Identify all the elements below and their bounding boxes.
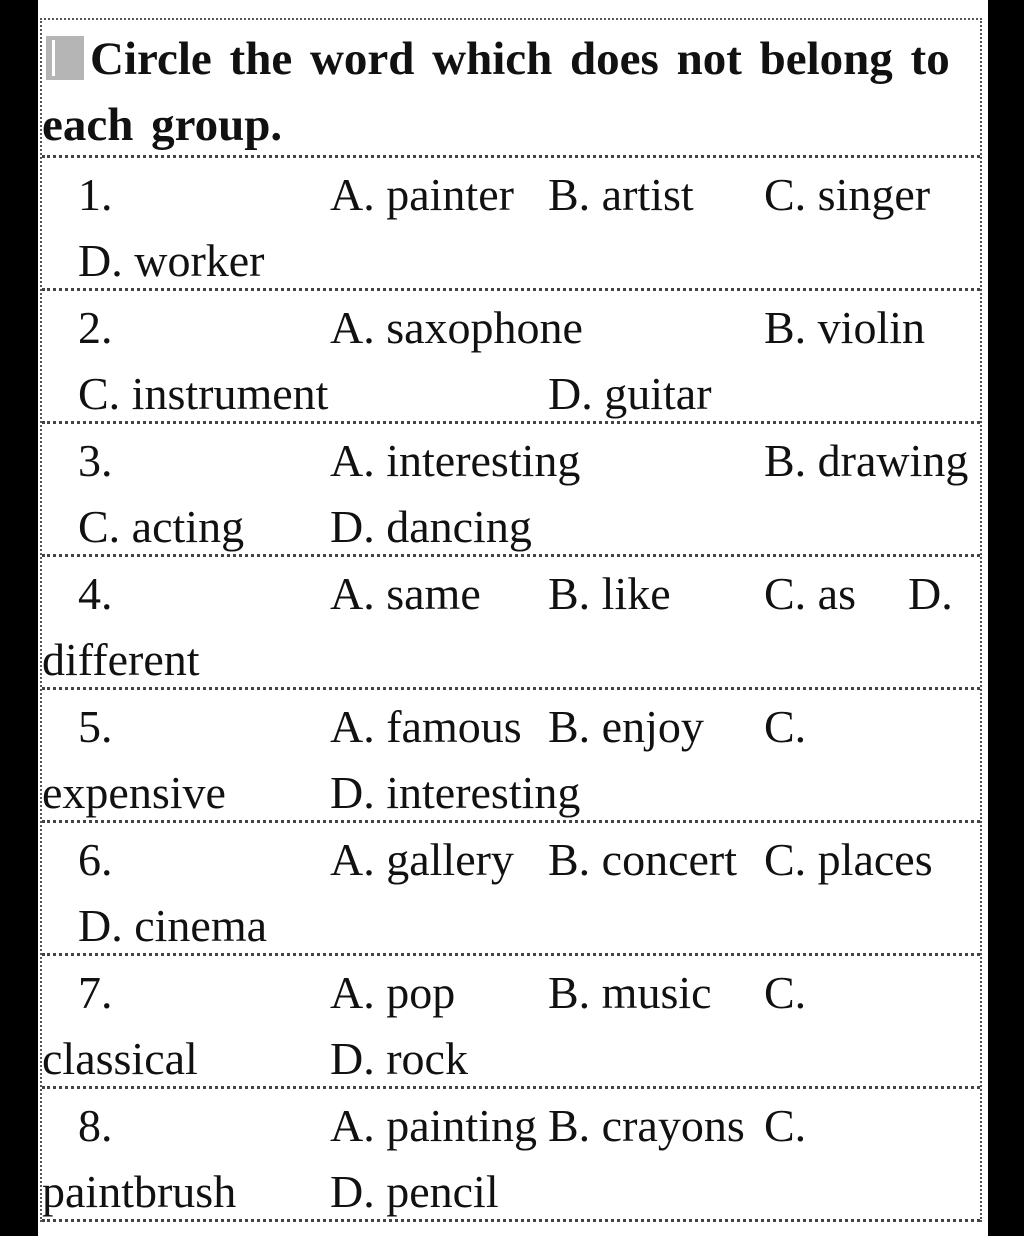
option-d: D. guitar [548, 368, 712, 419]
option-d: D. worker [78, 235, 265, 286]
option-b: B. like [548, 568, 671, 619]
instruction-line-2: each group. [42, 99, 283, 151]
option-c-word: classical [42, 1033, 198, 1084]
option-a: A. saxophone [330, 302, 583, 353]
option-b: B. artist [548, 169, 694, 220]
option-c: C. acting [78, 501, 245, 552]
option-c: C. instrument [78, 368, 329, 419]
option-b: B. music [548, 967, 712, 1018]
question-number: 1. [78, 169, 113, 220]
question-row [42, 690, 980, 823]
instruction-line-1: Circle the word which does not belong to [46, 36, 950, 83]
option-c: C. as [764, 568, 856, 619]
exercise-table [40, 18, 982, 1222]
option-c-word: expensive [42, 767, 226, 818]
instruction-row [42, 20, 980, 158]
option-a: A. same [330, 568, 481, 619]
option-b: B. violin [764, 302, 926, 353]
option-c: C. singer [764, 169, 931, 220]
option-d-word: different [42, 634, 200, 685]
option-d: D. dancing [330, 501, 532, 552]
question-number: 4. [78, 568, 113, 619]
option-d-letter: D. [908, 568, 953, 619]
option-a: A. pop [330, 967, 456, 1018]
option-d: D. pencil [330, 1166, 499, 1217]
option-d: D. interesting [330, 767, 581, 818]
option-a: A. painting [330, 1100, 537, 1151]
option-a: A. painter [330, 169, 514, 220]
option-a: A. gallery [330, 834, 514, 885]
option-c-letter: C. [764, 701, 807, 752]
question-row [42, 158, 980, 291]
question-number: 5. [78, 701, 113, 752]
question-row [42, 291, 980, 424]
option-b: B. drawing [764, 435, 969, 486]
option-b: B. concert [548, 834, 738, 885]
option-b: B. enjoy [548, 701, 704, 752]
option-d: D. rock [330, 1033, 468, 1084]
question-number: 3. [78, 435, 113, 486]
option-c-letter: C. [764, 967, 807, 1018]
option-a: A. famous [330, 701, 522, 752]
option-b: B. crayons [548, 1100, 745, 1151]
question-row [42, 823, 980, 956]
option-c-letter: C. [764, 1100, 807, 1151]
exercise-marker [46, 36, 84, 80]
question-number: 8. [78, 1100, 113, 1151]
question-number: 2. [78, 302, 113, 353]
option-c: C. places [764, 834, 933, 885]
question-row [42, 1089, 980, 1222]
option-d: D. cinema [78, 900, 268, 951]
question-row [42, 557, 980, 690]
question-number: 7. [78, 967, 113, 1018]
option-c-word: paintbrush [42, 1166, 237, 1217]
option-a: A. interesting [330, 435, 581, 486]
question-row [42, 956, 980, 1089]
question-row [42, 424, 980, 557]
question-number: 6. [78, 834, 113, 885]
